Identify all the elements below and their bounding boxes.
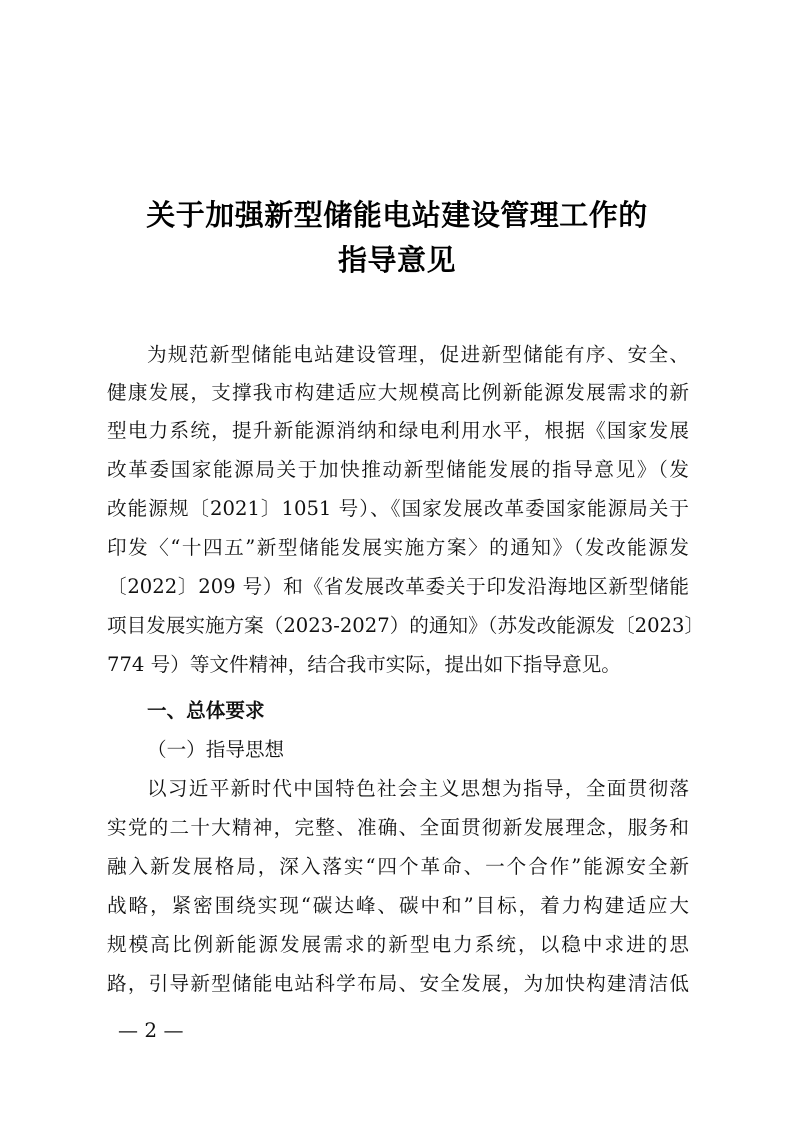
preamble-line: 为规范新型储能电站建设管理，促进新型储能有序、安全、 [147, 343, 689, 366]
document-title-line-1: 关于加强新型储能电站建设管理工作的 [146, 198, 648, 232]
guiding-line: 实党的二十大精神，完整、准确、全面贯彻新发展理念，服务和 [107, 816, 689, 839]
document-title-line-2: 指导意见 [337, 243, 456, 277]
preamble-line: 健康发展，支撑我市构建适应大规模高比例新能源发展需求的新 [107, 381, 689, 404]
subsection-heading: （一）指导思想 [147, 738, 285, 761]
preamble-line: 印发〈“十四五”新型储能发展实施方案〉的通知》（发改能源发 [107, 536, 689, 559]
page-number: — 2 — [118, 1018, 184, 1042]
guiding-line: 融入新发展格局，深入落实“四个革命、一个合作”能源安全新 [107, 855, 689, 878]
guiding-line: 战略，紧密围绕实现“碳达峰、碳中和”目标，着力构建适应大 [107, 894, 689, 917]
preamble-line: 改能源规〔2021〕1051 号）、《国家发展改革委国家能源局关于 [107, 497, 689, 520]
preamble-line: 项目发展实施方案（2023-2027）的通知》（苏发改能源发〔2023〕 [107, 614, 705, 637]
preamble-line: 〔2022〕209 号）和《省发展改革委关于印发沿海地区新型储能 [107, 575, 689, 598]
section-heading: 一、总体要求 [147, 699, 265, 722]
preamble-line: 改革委国家能源局关于加快推动新型储能发展的指导意见》（发 [107, 458, 689, 481]
guiding-line: 以习近平新时代中国特色社会主义思想为指导，全面贯彻落 [147, 777, 689, 800]
preamble-line: 型电力系统，提升新能源消纳和绿电利用水平，根据《国家发展 [107, 419, 689, 442]
guiding-line: 路，引导新型储能电站科学布局、安全发展，为加快构建清洁低 [107, 972, 689, 995]
guiding-line: 规模高比例新能源发展需求的新型电力系统，以稳中求进的思 [107, 933, 689, 956]
preamble-line: 774 号）等文件精神，结合我市实际，提出如下指导意见。 [107, 653, 621, 676]
